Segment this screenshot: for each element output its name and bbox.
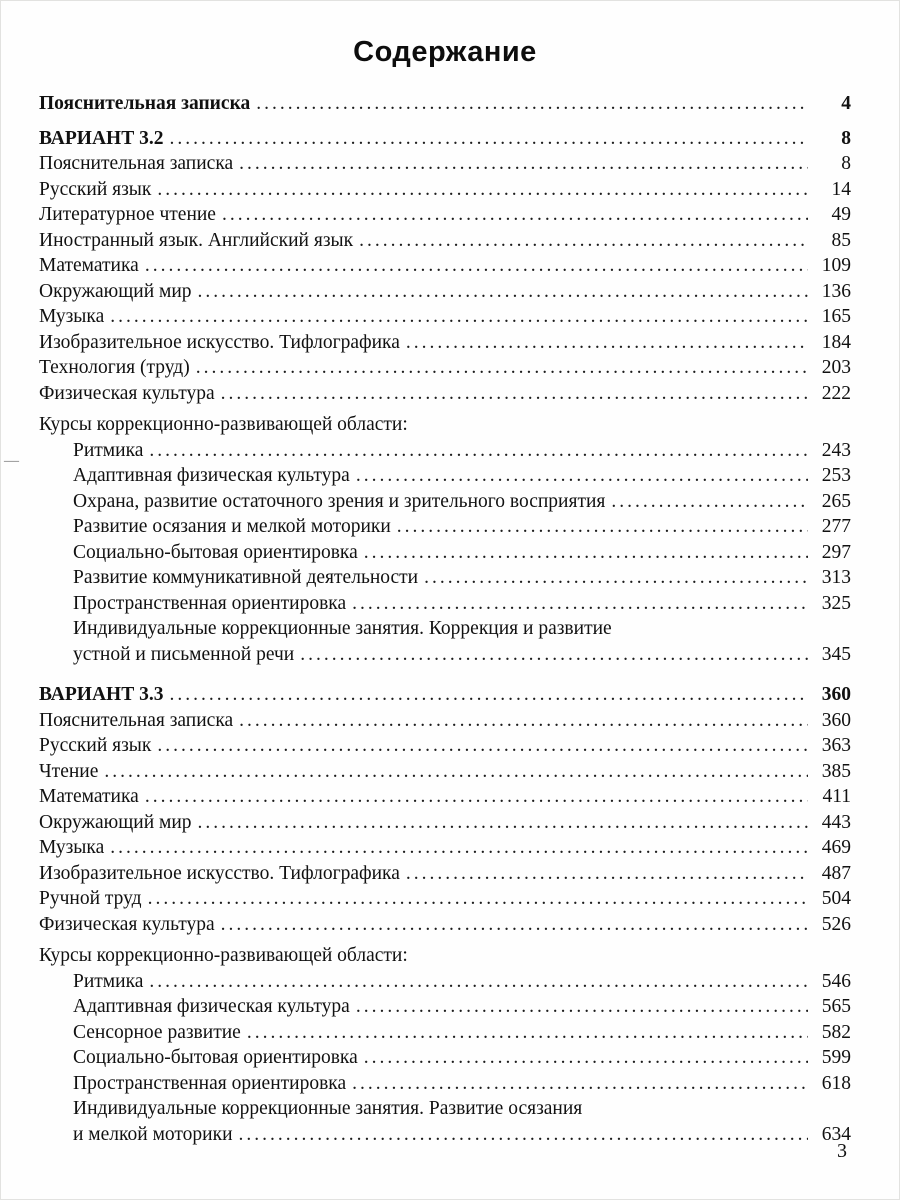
dot-leader bbox=[611, 489, 808, 515]
toc-entry bbox=[39, 438, 851, 464]
toc-entry-page: 243 bbox=[821, 439, 851, 461]
toc-entry-label: и мелкой моторики bbox=[73, 1123, 233, 1145]
toc-entry-page: 265 bbox=[821, 490, 851, 512]
toc-list bbox=[39, 91, 851, 1147]
toc-entry bbox=[39, 784, 851, 810]
toc-entry bbox=[39, 381, 851, 407]
toc-entry-label: Развитие коммуникативной деятельности bbox=[73, 567, 419, 588]
toc-entry-page: 184 bbox=[821, 331, 851, 353]
toc-entry-label: Математика bbox=[39, 786, 139, 807]
toc-entry bbox=[39, 733, 851, 759]
dot-leader bbox=[239, 1122, 808, 1148]
toc-entry bbox=[39, 151, 851, 177]
dot-leader bbox=[256, 91, 808, 117]
toc-entry bbox=[39, 886, 851, 912]
toc-entry-label: Пояснительная записка bbox=[39, 709, 234, 731]
page-number: 3 bbox=[837, 1140, 847, 1162]
dot-leader bbox=[406, 330, 808, 356]
toc-entry-label: Ритмика bbox=[73, 970, 144, 992]
toc-entry-label: Русский язык bbox=[39, 735, 152, 756]
toc-entry-page: 4 bbox=[841, 93, 851, 114]
toc-entry-label: Охрана, развитие остаточного зрения и зрительного восприятия bbox=[73, 490, 606, 512]
toc-entry bbox=[39, 835, 851, 861]
toc-entry-label: Пояснительная записка bbox=[39, 93, 251, 114]
toc-entry-page: 165 bbox=[821, 306, 851, 327]
dot-leader bbox=[104, 759, 808, 785]
toc-entry-label: Ритмика bbox=[73, 439, 144, 461]
toc-entry-label: Социально-бытовая ориентировка bbox=[73, 1047, 358, 1068]
dot-leader bbox=[352, 591, 808, 617]
dot-leader bbox=[198, 279, 808, 305]
toc-entry bbox=[39, 861, 851, 887]
dot-leader bbox=[169, 682, 808, 708]
toc-entry-page: 313 bbox=[821, 567, 851, 588]
toc-entry-page: 85 bbox=[831, 229, 851, 251]
dot-leader bbox=[300, 642, 808, 668]
toc-entry bbox=[39, 1020, 851, 1046]
dot-leader bbox=[221, 912, 808, 938]
toc-entry-page: 443 bbox=[821, 811, 851, 833]
toc-entry-label: Музыка bbox=[39, 306, 105, 327]
toc-entry bbox=[39, 912, 851, 938]
toc-entry bbox=[39, 330, 851, 356]
toc-entry-label: Физическая культура bbox=[39, 382, 215, 404]
dot-leader bbox=[222, 202, 808, 228]
toc-entry-label: Пространственная ориентировка bbox=[73, 592, 347, 614]
toc-entry bbox=[39, 1045, 851, 1071]
toc-entry-label: Развитие осязания и мелкой моторики bbox=[73, 516, 391, 537]
toc-entry bbox=[39, 177, 851, 203]
toc-entry-label: Иностранный язык. Английский язык bbox=[39, 229, 354, 251]
dot-leader bbox=[239, 151, 808, 177]
toc-entry bbox=[39, 412, 851, 438]
toc-entry-page: 599 bbox=[821, 1047, 851, 1068]
toc-entry-page: 546 bbox=[821, 970, 851, 992]
dot-leader bbox=[198, 810, 808, 836]
dot-leader bbox=[356, 463, 808, 489]
dot-leader bbox=[149, 438, 808, 464]
toc-entry-label: Пояснительная записка bbox=[39, 153, 234, 174]
toc-entry bbox=[39, 708, 851, 734]
toc-entry-label: ВАРИАНТ 3.3 bbox=[39, 684, 164, 705]
toc-entry-page: 487 bbox=[821, 862, 851, 884]
toc-entry bbox=[39, 759, 851, 785]
toc-entry-label: Ручной труд bbox=[39, 888, 142, 909]
toc-entry-page: 109 bbox=[821, 255, 851, 276]
dot-leader bbox=[397, 514, 808, 540]
toc-entry bbox=[39, 279, 851, 305]
toc-entry bbox=[39, 355, 851, 381]
toc-entry-page: 360 bbox=[821, 709, 851, 731]
toc-entry bbox=[39, 304, 851, 330]
toc-entry-label: Курсы коррекционно-развивающей области: bbox=[39, 945, 408, 966]
dot-leader bbox=[247, 1020, 808, 1046]
toc-entry-label: Адаптивная физическая культура bbox=[73, 465, 350, 486]
toc-entry bbox=[39, 565, 851, 591]
toc-entry bbox=[39, 1096, 851, 1147]
toc-entry-page: 504 bbox=[821, 888, 851, 909]
toc-entry bbox=[39, 540, 851, 566]
toc-entry-page: 526 bbox=[821, 913, 851, 935]
dot-leader bbox=[352, 1071, 808, 1097]
toc-entry-label: ВАРИАНТ 3.2 bbox=[39, 127, 164, 149]
toc-entry-page: 14 bbox=[831, 178, 851, 200]
toc-entry-label: Технология (труд) bbox=[39, 357, 190, 378]
toc-entry-page: 469 bbox=[821, 837, 851, 858]
toc-entry-page: 634 bbox=[821, 1123, 851, 1145]
toc-entry bbox=[39, 202, 851, 228]
toc-entry-page: 582 bbox=[821, 1021, 851, 1043]
toc-entry-page: 385 bbox=[821, 760, 851, 782]
dot-leader bbox=[356, 994, 808, 1020]
dot-leader bbox=[196, 355, 808, 381]
toc-entry-label: Изобразительное искусство. Тифлографика bbox=[39, 862, 400, 884]
toc-entry-page: 136 bbox=[821, 280, 851, 302]
toc-entry-page: 277 bbox=[821, 516, 851, 537]
dot-leader bbox=[145, 253, 808, 279]
toc-entry-page: 411 bbox=[822, 786, 851, 807]
dot-leader bbox=[169, 126, 808, 152]
toc-entry-page: 565 bbox=[821, 996, 851, 1017]
toc-entry bbox=[39, 969, 851, 995]
toc-entry bbox=[39, 489, 851, 515]
toc-entry bbox=[39, 253, 851, 279]
toc-entry bbox=[39, 514, 851, 540]
toc-entry bbox=[39, 126, 851, 152]
toc-entry-page: 8 bbox=[841, 153, 851, 174]
toc-entry-label: Физическая культура bbox=[39, 913, 215, 935]
toc-entry bbox=[39, 463, 851, 489]
toc-entry-page: 297 bbox=[821, 541, 851, 563]
dot-leader bbox=[359, 228, 808, 254]
toc-entry-page: 49 bbox=[831, 204, 851, 225]
toc-entry-label: Окружающий мир bbox=[39, 811, 192, 833]
toc-entry-label: Индивидуальные коррекционные занятия. Коррекция и развитие bbox=[73, 618, 612, 639]
toc-entry-page: 8 bbox=[841, 127, 851, 149]
toc-entry-label: Адаптивная физическая культура bbox=[73, 996, 350, 1017]
dot-leader bbox=[364, 1045, 808, 1071]
toc-entry-label: Математика bbox=[39, 255, 139, 276]
dot-leader bbox=[424, 565, 808, 591]
toc-entry bbox=[39, 1071, 851, 1097]
toc-entry bbox=[39, 943, 851, 969]
toc-entry-label: Русский язык bbox=[39, 178, 152, 200]
toc-entry-page: 203 bbox=[821, 357, 851, 378]
toc-entry-label: Чтение bbox=[39, 760, 99, 782]
toc-entry-label: Индивидуальные коррекционные занятия. Развитие осязания bbox=[73, 1098, 583, 1119]
toc-entry bbox=[39, 682, 851, 708]
toc-entry bbox=[39, 616, 851, 667]
dot-leader bbox=[157, 733, 808, 759]
toc-entry bbox=[39, 591, 851, 617]
scan-mark-dash: — bbox=[4, 453, 19, 469]
toc-entry-label: Социально-бытовая ориентировка bbox=[73, 541, 358, 563]
dot-leader bbox=[364, 540, 808, 566]
dot-leader bbox=[221, 381, 808, 407]
dot-leader bbox=[149, 969, 808, 995]
toc-entry-label: Изобразительное искусство. Тифлографика bbox=[39, 331, 400, 353]
toc-entry bbox=[39, 91, 851, 117]
toc-entry bbox=[39, 994, 851, 1020]
toc-entry-label: Курсы коррекционно-развивающей области: bbox=[39, 414, 408, 435]
toc-entry-label: Сенсорное развитие bbox=[73, 1021, 241, 1043]
toc-entry-label: Музыка bbox=[39, 837, 105, 858]
dot-leader bbox=[110, 304, 808, 330]
toc-entry-page: 363 bbox=[821, 735, 851, 756]
toc-entry-label: устной и письменной речи bbox=[73, 643, 295, 665]
dot-leader bbox=[145, 784, 808, 810]
toc-entry bbox=[39, 810, 851, 836]
toc-entry-label: Окружающий мир bbox=[39, 280, 192, 302]
dot-leader bbox=[406, 861, 808, 887]
dot-leader bbox=[157, 177, 808, 203]
toc-entry-page: 618 bbox=[821, 1072, 851, 1094]
toc-entry-label: Пространственная ориентировка bbox=[73, 1072, 347, 1094]
toc-entry bbox=[39, 228, 851, 254]
dot-leader bbox=[239, 708, 808, 734]
toc-entry-page: 325 bbox=[821, 592, 851, 614]
dot-leader bbox=[110, 835, 808, 861]
toc-entry-label: Литературное чтение bbox=[39, 204, 216, 225]
page-title: Содержание bbox=[353, 36, 537, 68]
toc-entry-page: 360 bbox=[821, 684, 851, 705]
toc-entry-page: 222 bbox=[821, 382, 851, 404]
toc-entry-page: 345 bbox=[821, 643, 851, 665]
toc-entry-page: 253 bbox=[821, 465, 851, 486]
dot-leader bbox=[148, 886, 808, 912]
